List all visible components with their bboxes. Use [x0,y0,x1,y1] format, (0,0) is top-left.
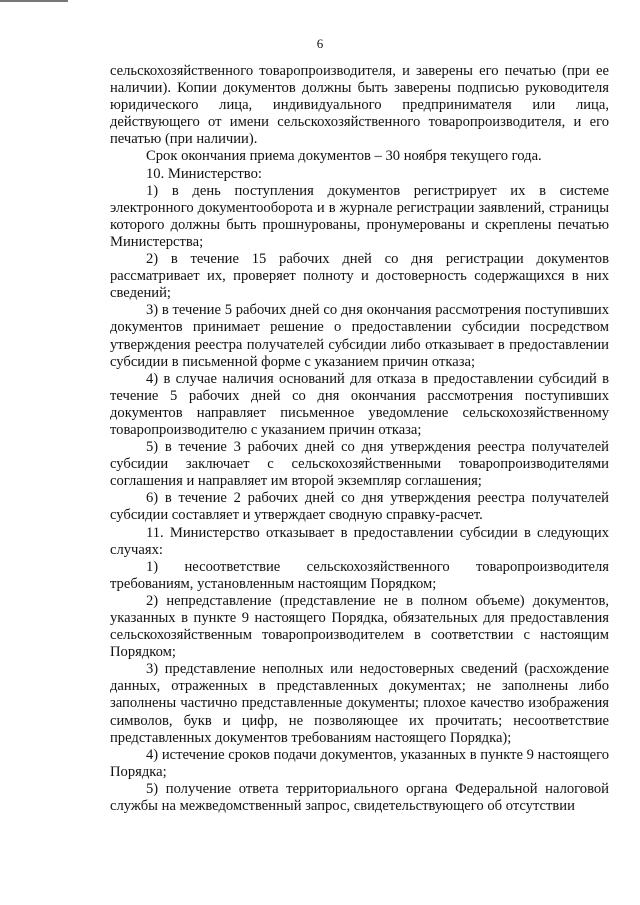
paragraph-item-11-1: 1) несоответствие сельскохозяйственного товаропроизводителя требованиям, установленным настоящим Порядком; [110,558,609,592]
paragraph-item-10-5: 5) в течение 3 рабочих дней со дня утверждения реестра получателей субсидии заключает с сельскохозяйственными товаропроизводителями соглашения и направляет им второй экземпляр соглашения; [110,439,609,490]
paragraph-deadline: Срок окончания приема документов – 30 ноября текущего года. [146,148,542,165]
paragraph-item-11-3: 3) представление неполных или недостоверных сведений (расхождение данных, отраженных в представленных документах; не заполнены либо заполнены частично представленные документы; плохое качество изображения символов, букв и цифр, не позволяющее их прочитать; несоответствие представленных документов требованиям настоящего Порядка); [110,661,609,746]
paragraph-item-11-5: 5) получение ответа территориального органа Федеральной налоговой службы на межведомственный запрос, свидетельствующего об отсутствии [110,780,609,815]
page-number: 6 [316,36,324,51]
paragraph-continuation: сельскохозяйственного товаропроизводителя, и заверены его печатью (при ее наличии). Копии документов должны быть заверены подписью руководителя юридического лица, индивидуального предпринимателя или лица, действующего от имени сельскохозяйственного товаропроизводителя, и его печатью (при наличии). [110,63,609,148]
paragraph-item-10-heading: 10. Министерство: [146,165,262,182]
scan-corner-mark [0,0,68,2]
paragraph-item-10-3: 3) в течение 5 рабочих дней со дня окончания рассмотрения поступивших документов принимает решение о предоставлении субсидии посредством утверждения реестра получателей субсидии либо отказывает в предоставлении субсидии в письменной форме с указанием причин отказа; [110,302,609,370]
paragraph-item-10-1: 1) в день поступления документов регистрирует их в системе электронного документооборота и в журнале регистрации заявлений, страницы которого должны быть прошнурованы, пронумерованы и скреплены печатью Министерства; [110,182,609,250]
paragraph-item-11-4: 4) истечение сроков подачи документов, указанных в пункте 9 настоящего Порядка; [110,746,609,780]
paragraph-item-10-4: 4) в случае наличия оснований для отказа в предоставлении субсидий в течение 5 рабочих дней со дня окончания рассмотрения поступивших документов направляет письменное уведомление сельскохозяйственному товаропроизводителю с указанием причин отказа; [110,370,609,438]
document-body [110,63,609,815]
paragraph-item-11-2: 2) непредставление (представление не в полном объеме) документов, указанных в пункте 9 настоящего Порядка, обязательных для предоставления сельскохозяйственным товаропроизводителем в соответствии с настоящим Порядком; [110,592,609,661]
paragraph-item-10-2: 2) в течение 15 рабочих дней со дня регистрации документов рассматривает их, проверяет полноту и достоверность содержащихся в них сведений; [110,251,609,302]
paragraph-item-11-heading: 11. Министерство отказывает в предоставлении субсидии в следующих случаях: [110,524,609,558]
paragraph-item-10-6: 6) в течение 2 рабочих дней со дня утверждения реестра получателей субсидии составляет и утверждает сводную справку-расчет. [110,490,609,524]
